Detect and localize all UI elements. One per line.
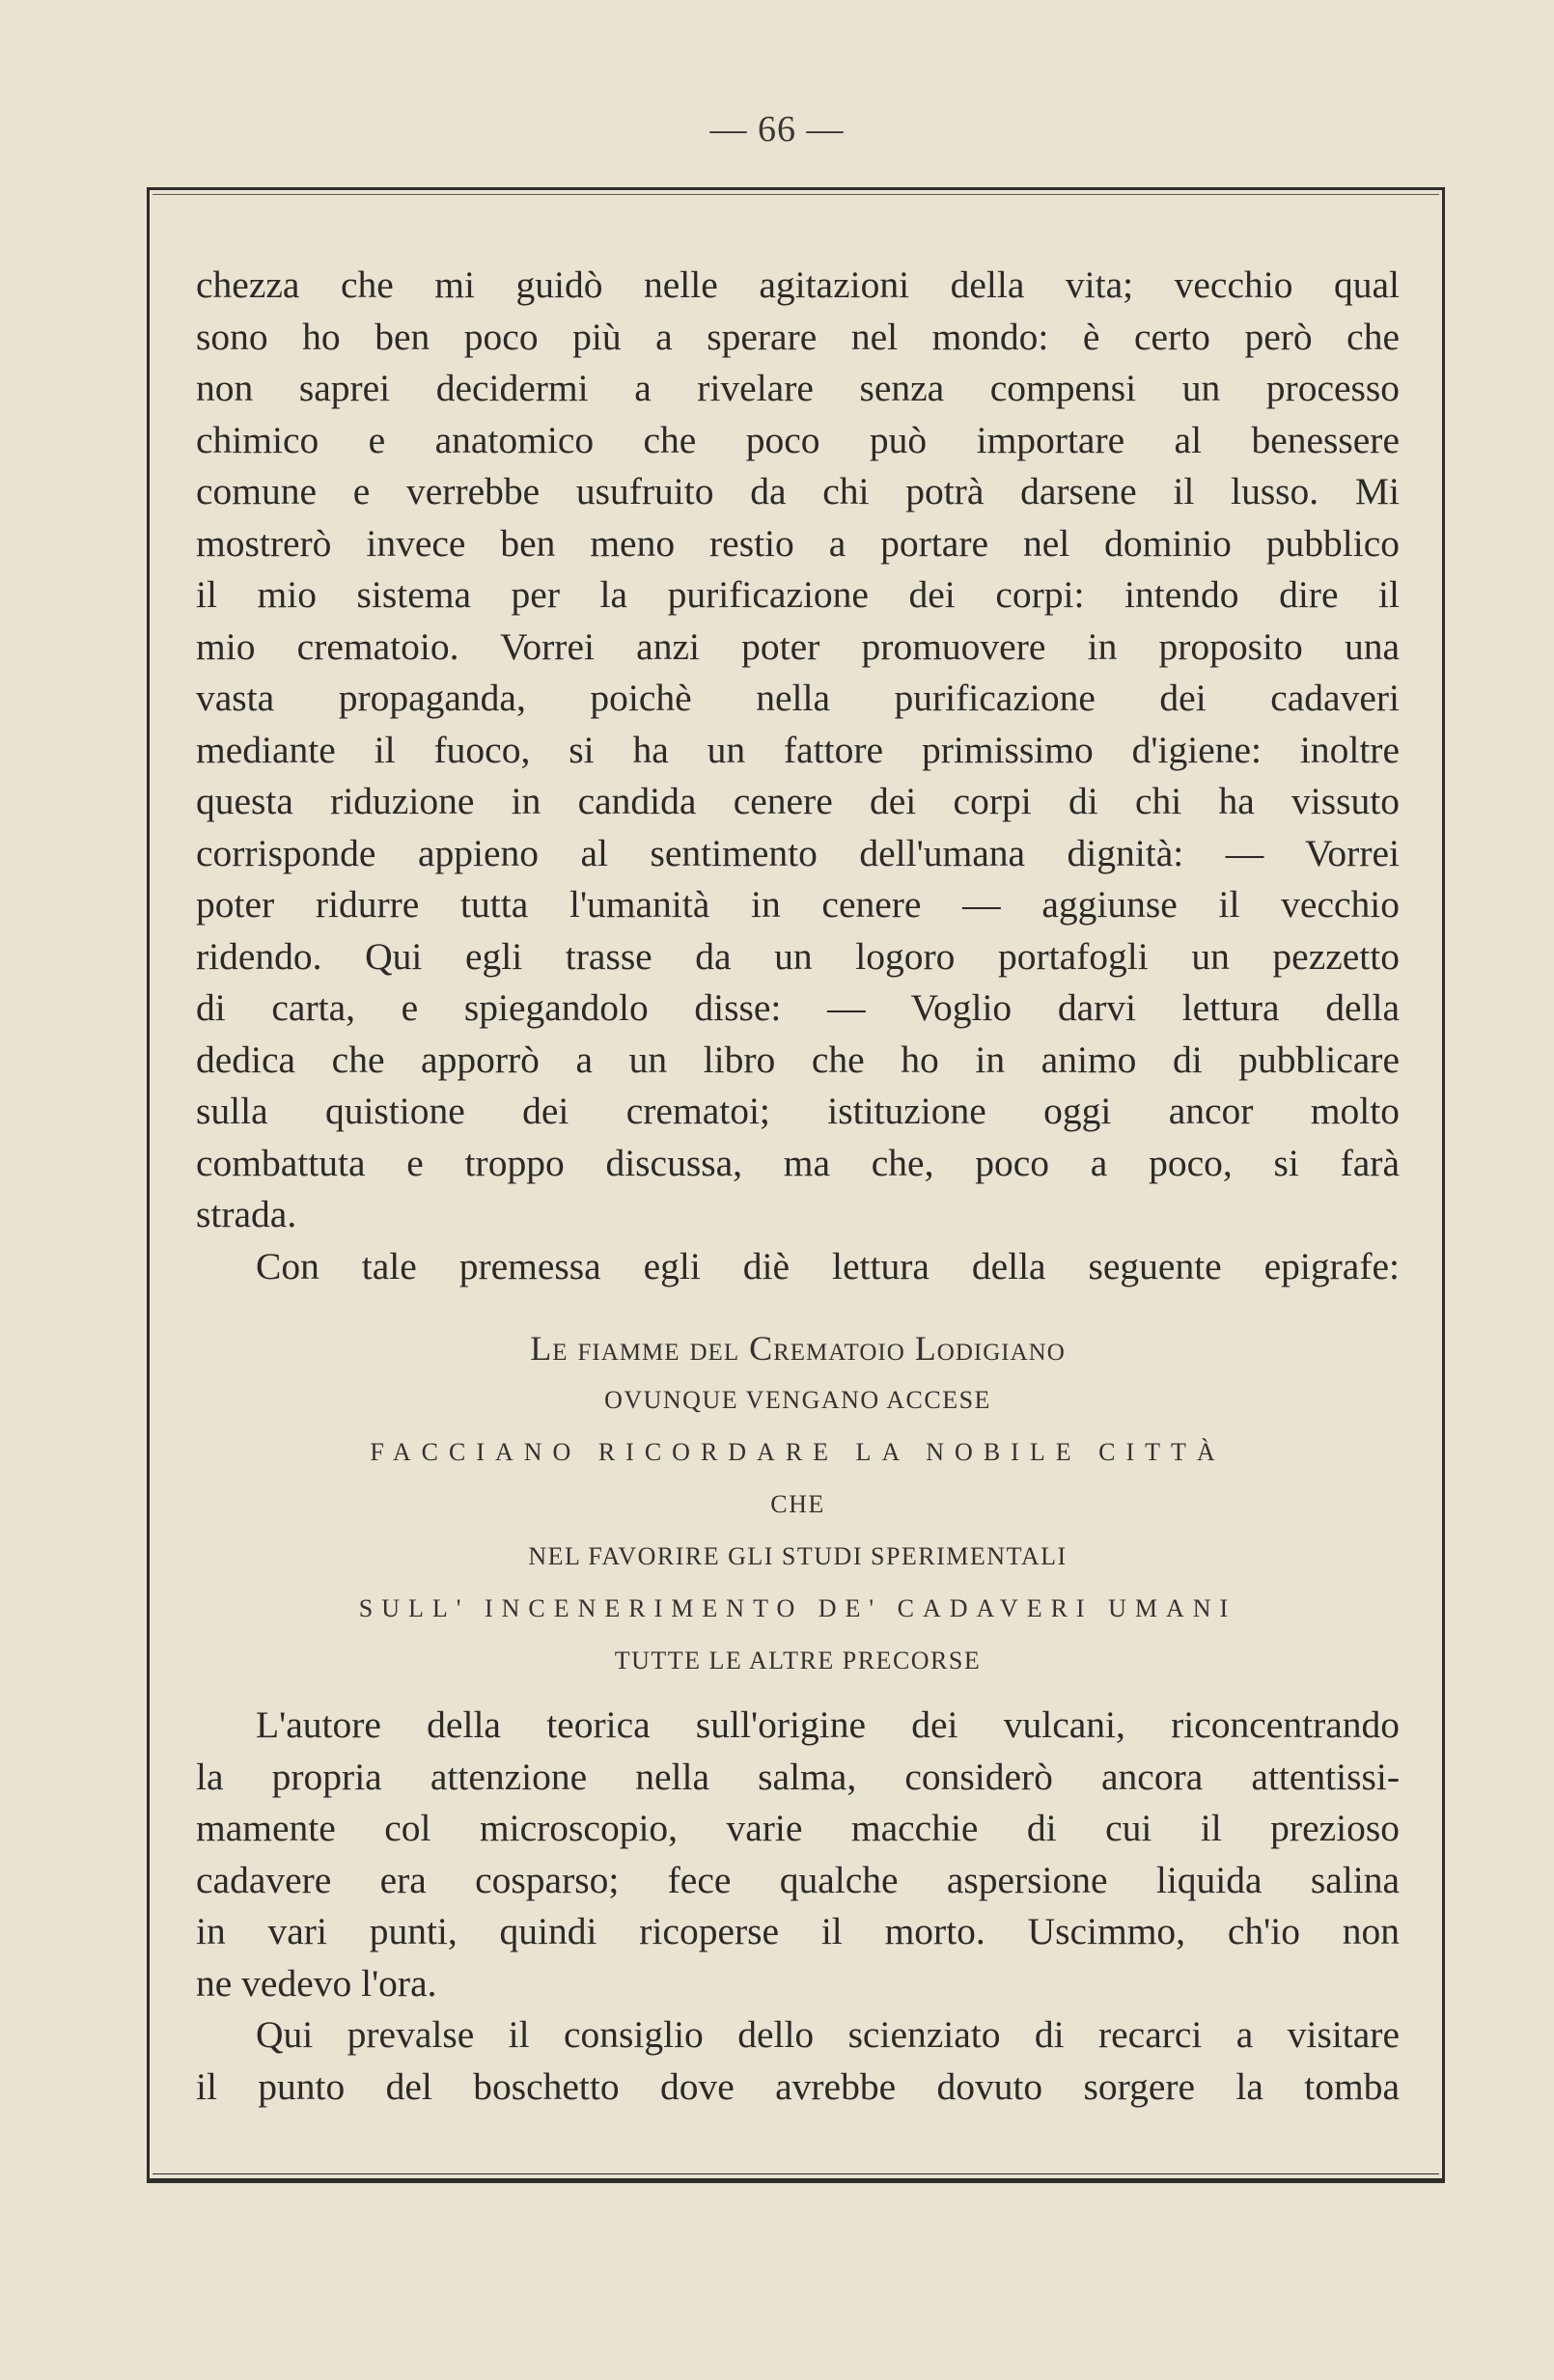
text-line: la propria attenzione nella salma, considerò ancora attentissi- <box>196 1755 1400 1798</box>
text-line: comune e verrebbe usufruito da chi potrà darsene il lusso. Mi <box>196 470 1400 512</box>
epigraph-title: Le fiamme del Crematoio Lodigiano <box>530 1329 1066 1368</box>
epigraph <box>196 1322 1400 1687</box>
text-line: strada. <box>196 1193 297 1235</box>
text-line: non saprei decidermi a rivelare senza compensi un processo <box>196 367 1400 409</box>
text-line: corrisponde appieno al sentimento dell'umana dignità: — Vorrei <box>196 831 1400 874</box>
text-line: ne vedevo l'ora. <box>196 1961 437 2005</box>
text-line: Qui prevalse il consiglio dello scienziato di recarci a visitare <box>256 2013 1400 2056</box>
epigraph-line: FACCIANO RICORDARE LA NOBILE CITTÀ <box>370 1438 1226 1466</box>
text-line: chimico e anatomico che poco può importare al benessere <box>196 418 1400 461</box>
epigraph-line: TUTTE LE ALTRE PRECORSE <box>614 1647 982 1674</box>
text-line: cadavere era cosparso; fece qualche aspersione liquida salina <box>196 1858 1400 1901</box>
text-line: mio crematoio. Vorrei anzi poter promuovere in proposito una <box>196 624 1400 668</box>
text-line: mostrerò invece ben meno restio a portare nel dominio pubblico <box>196 521 1400 565</box>
text-line: vasta propaganda, poichè nella purificazione dei cadaveri <box>196 677 1400 719</box>
epigraph-line: NEL FAVORIRE GLI STUDI SPERIMENTALI <box>528 1542 1068 1570</box>
page-number: — 66 — <box>709 109 845 150</box>
epigraph-line: OVUNQUE VENGANO ACCESE <box>604 1386 991 1414</box>
text-line: sulla quistione dei crematoi; istituzione oggi ancor molto <box>196 1090 1400 1132</box>
text-line: il punto del boschetto dove avrebbe dovuto sorgere la tomba <box>196 2064 1400 2108</box>
text-line: mediante il fuoco, si ha un fattore primissimo d'igiene: inoltre <box>196 728 1400 771</box>
text-line: mamente col microscopio, varie macchie di cui il prezioso <box>196 1807 1400 1849</box>
text-line: L'autore della teorica sull'origine dei vulcani, riconcentrando <box>256 1703 1400 1746</box>
epigraph-line: CHE <box>770 1490 825 1518</box>
paragraph-main <box>196 260 1400 1292</box>
text-line: in vari punti, quindi ricoperse il morto. Uscimmo, ch'io non <box>196 1910 1400 1952</box>
text-line: il mio sistema per la purificazione dei corpi: intendo dire il <box>196 573 1400 616</box>
text-line: di carta, e spiegandolo disse: — Voglio darvi lettura della <box>196 986 1400 1029</box>
text-line: Con tale premessa egli diè lettura della seguente epigrafe: <box>256 1244 1400 1287</box>
text-line: combattuta e troppo discussa, ma che, poco a poco, si farà <box>196 1141 1400 1184</box>
text-line: ridendo. Qui egli trasse da un logoro portafogli un pezzetto <box>196 934 1400 978</box>
text-line: poter ridurre tutta l'umanità in cenere — aggiunse il vecchio <box>196 883 1400 926</box>
text-line: chezza che mi guidò nelle agitazioni della vita; vecchio qual <box>196 263 1400 306</box>
epigraph-line: SULL' INCENERIMENTO DE' CADAVERI UMANI <box>358 1594 1237 1622</box>
text-line: dedica che apporrò a un libro che ho in animo di pubblicare <box>196 1038 1400 1081</box>
paragraph-closing <box>196 1700 1400 2113</box>
text-frame <box>147 187 1445 2183</box>
text-line: sono ho ben poco più a sperare nel mondo: è certo però che <box>196 315 1400 358</box>
text-line: questa riduzione in candida cenere dei corpi di chi ha vissuto <box>196 780 1400 822</box>
